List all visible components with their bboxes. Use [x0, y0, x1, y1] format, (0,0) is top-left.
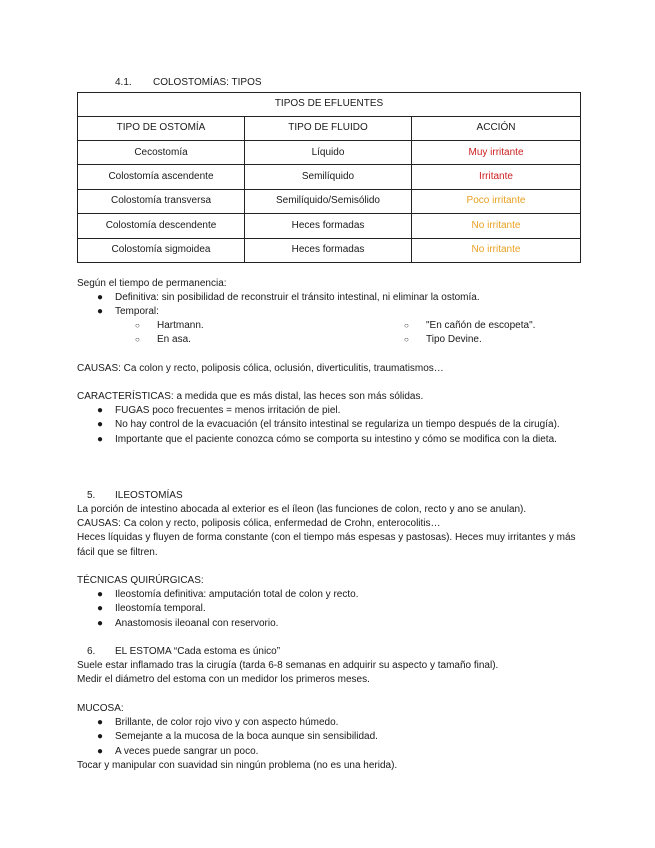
section-6-heading: 6. EL ESTOMA “Cada estoma es único”	[87, 646, 281, 657]
circle-icon: ○	[135, 335, 140, 344]
bullet-icon: ●	[97, 717, 104, 729]
list-item: ● Definitiva: sin posibilidad de reconstruir el tránsito intestinal, ni eliminar la ostomía.	[77, 291, 580, 305]
caracteristicas-intro: CARACTERÍSTICAS: a medida que es más distal, las heces son más sólidas.	[77, 391, 424, 402]
caracteristicas-block	[77, 390, 580, 447]
bullet-icon: ●	[97, 292, 104, 304]
permanencia-block	[77, 277, 580, 320]
list-item: ● Anastomosis ileoanal con reservorio.	[77, 617, 580, 631]
bullet-icon: ●	[97, 306, 104, 318]
table-row: Colostomía descendente Heces formadas No irritante	[78, 214, 581, 238]
mucosa-block	[77, 702, 580, 773]
table-header-fluido: TIPO DE FLUIDO	[245, 117, 412, 141]
sub-item: ○ "En cañón de escopeta".	[404, 319, 535, 333]
list-item: ● Ileostomía temporal.	[77, 602, 580, 616]
bullet-icon: ●	[97, 405, 104, 417]
mucosa-intro: MUCOSA:	[77, 703, 124, 714]
section-4-1-heading: 4.1. COLOSTOMÍAS: TIPOS	[115, 77, 262, 88]
table-title: TIPOS DE EFLUENTES	[78, 93, 581, 117]
table-header-accion: ACCIÓN	[412, 117, 581, 141]
bullet-icon: ●	[97, 617, 104, 629]
sub-item: ○ Hartmann.	[135, 319, 204, 333]
list-item: ● Ileostomía definitiva: amputación total de colon y recto.	[77, 588, 580, 602]
list-item: ● A veces puede sangrar un poco.	[77, 745, 580, 759]
bullet-icon: ●	[97, 731, 104, 743]
table-row: Colostomía transversa Semilíquido/Semisólido Poco irritante	[78, 189, 581, 213]
list-item: ● Brillante, de color rojo vivo y con aspecto húmedo.	[77, 716, 580, 730]
list-item: ● FUGAS poco frecuentes = menos irritación de piel.	[77, 404, 580, 418]
bullet-icon: ●	[97, 433, 104, 445]
tecnicas-intro: TÉCNICAS QUIRÚRGICAS:	[77, 575, 204, 586]
bullet-icon: ●	[97, 603, 104, 615]
ileostomia-block: La porción de intestino abocada al exterior es el íleon (las funciones de colon, recto y ano se anulan). CAUSAS: Ca colon y recto, poliposis cólica, enfermedad de Crohn, enterocolitis… Heces líquidas y fluyen de forma constante (con el tiempo más espesas y pastosas). Heces muy irritantes y más fácil que se filtren.	[77, 504, 576, 558]
tecnicas-block	[77, 574, 580, 631]
permanencia-intro: Según el tiempo de permanencia:	[77, 278, 227, 289]
circle-icon: ○	[404, 321, 409, 330]
circle-icon: ○	[404, 335, 409, 344]
list-item: ● No hay control de la evacuación (el tránsito intestinal se regulariza un tiempo después de la cirugía).	[77, 418, 580, 432]
list-item: ● Importante que el paciente conozca cómo se comporta su intestino y cómo se modifica con la dieta.	[77, 433, 580, 447]
table-row: Colostomía sigmoidea Heces formadas No irritante	[78, 238, 581, 262]
list-item: ● Semejante a la mucosa de la boca aunque sin sensibilidad.	[77, 730, 580, 744]
table-row: Cecostomía Líquido Muy irritante	[78, 141, 581, 165]
bullet-icon: ●	[97, 745, 104, 757]
table-header-ostomia: TIPO DE OSTOMÍA	[78, 117, 245, 141]
circle-icon: ○	[135, 321, 140, 330]
section-5-heading: 5. ILEOSTOMÍAS	[87, 490, 183, 501]
table-row: Colostomía ascendente Semilíquido Irritante	[78, 165, 581, 189]
causas-colostomia: CAUSAS: Ca colon y recto, poliposis cólica, oclusión, diverticulitis, traumatismos…	[77, 363, 444, 374]
bullet-icon: ●	[97, 419, 104, 431]
bullet-icon: ●	[97, 589, 104, 601]
mucosa-outro: Tocar y manipular con suavidad sin ningún problema (no es una herida).	[77, 759, 398, 771]
estoma-block: Suele estar inflamado tras la cirugía (tarda 6-8 semanas en adquirir su aspecto y tamaño final). Medir el diámetro del estoma con un medidor los primeros meses.	[77, 660, 499, 686]
sub-item: ○ En asa.	[135, 333, 191, 347]
sub-item: ○ Tipo Devine.	[404, 333, 482, 347]
list-item: ● Temporal:	[77, 305, 580, 319]
efluentes-table	[77, 92, 581, 263]
